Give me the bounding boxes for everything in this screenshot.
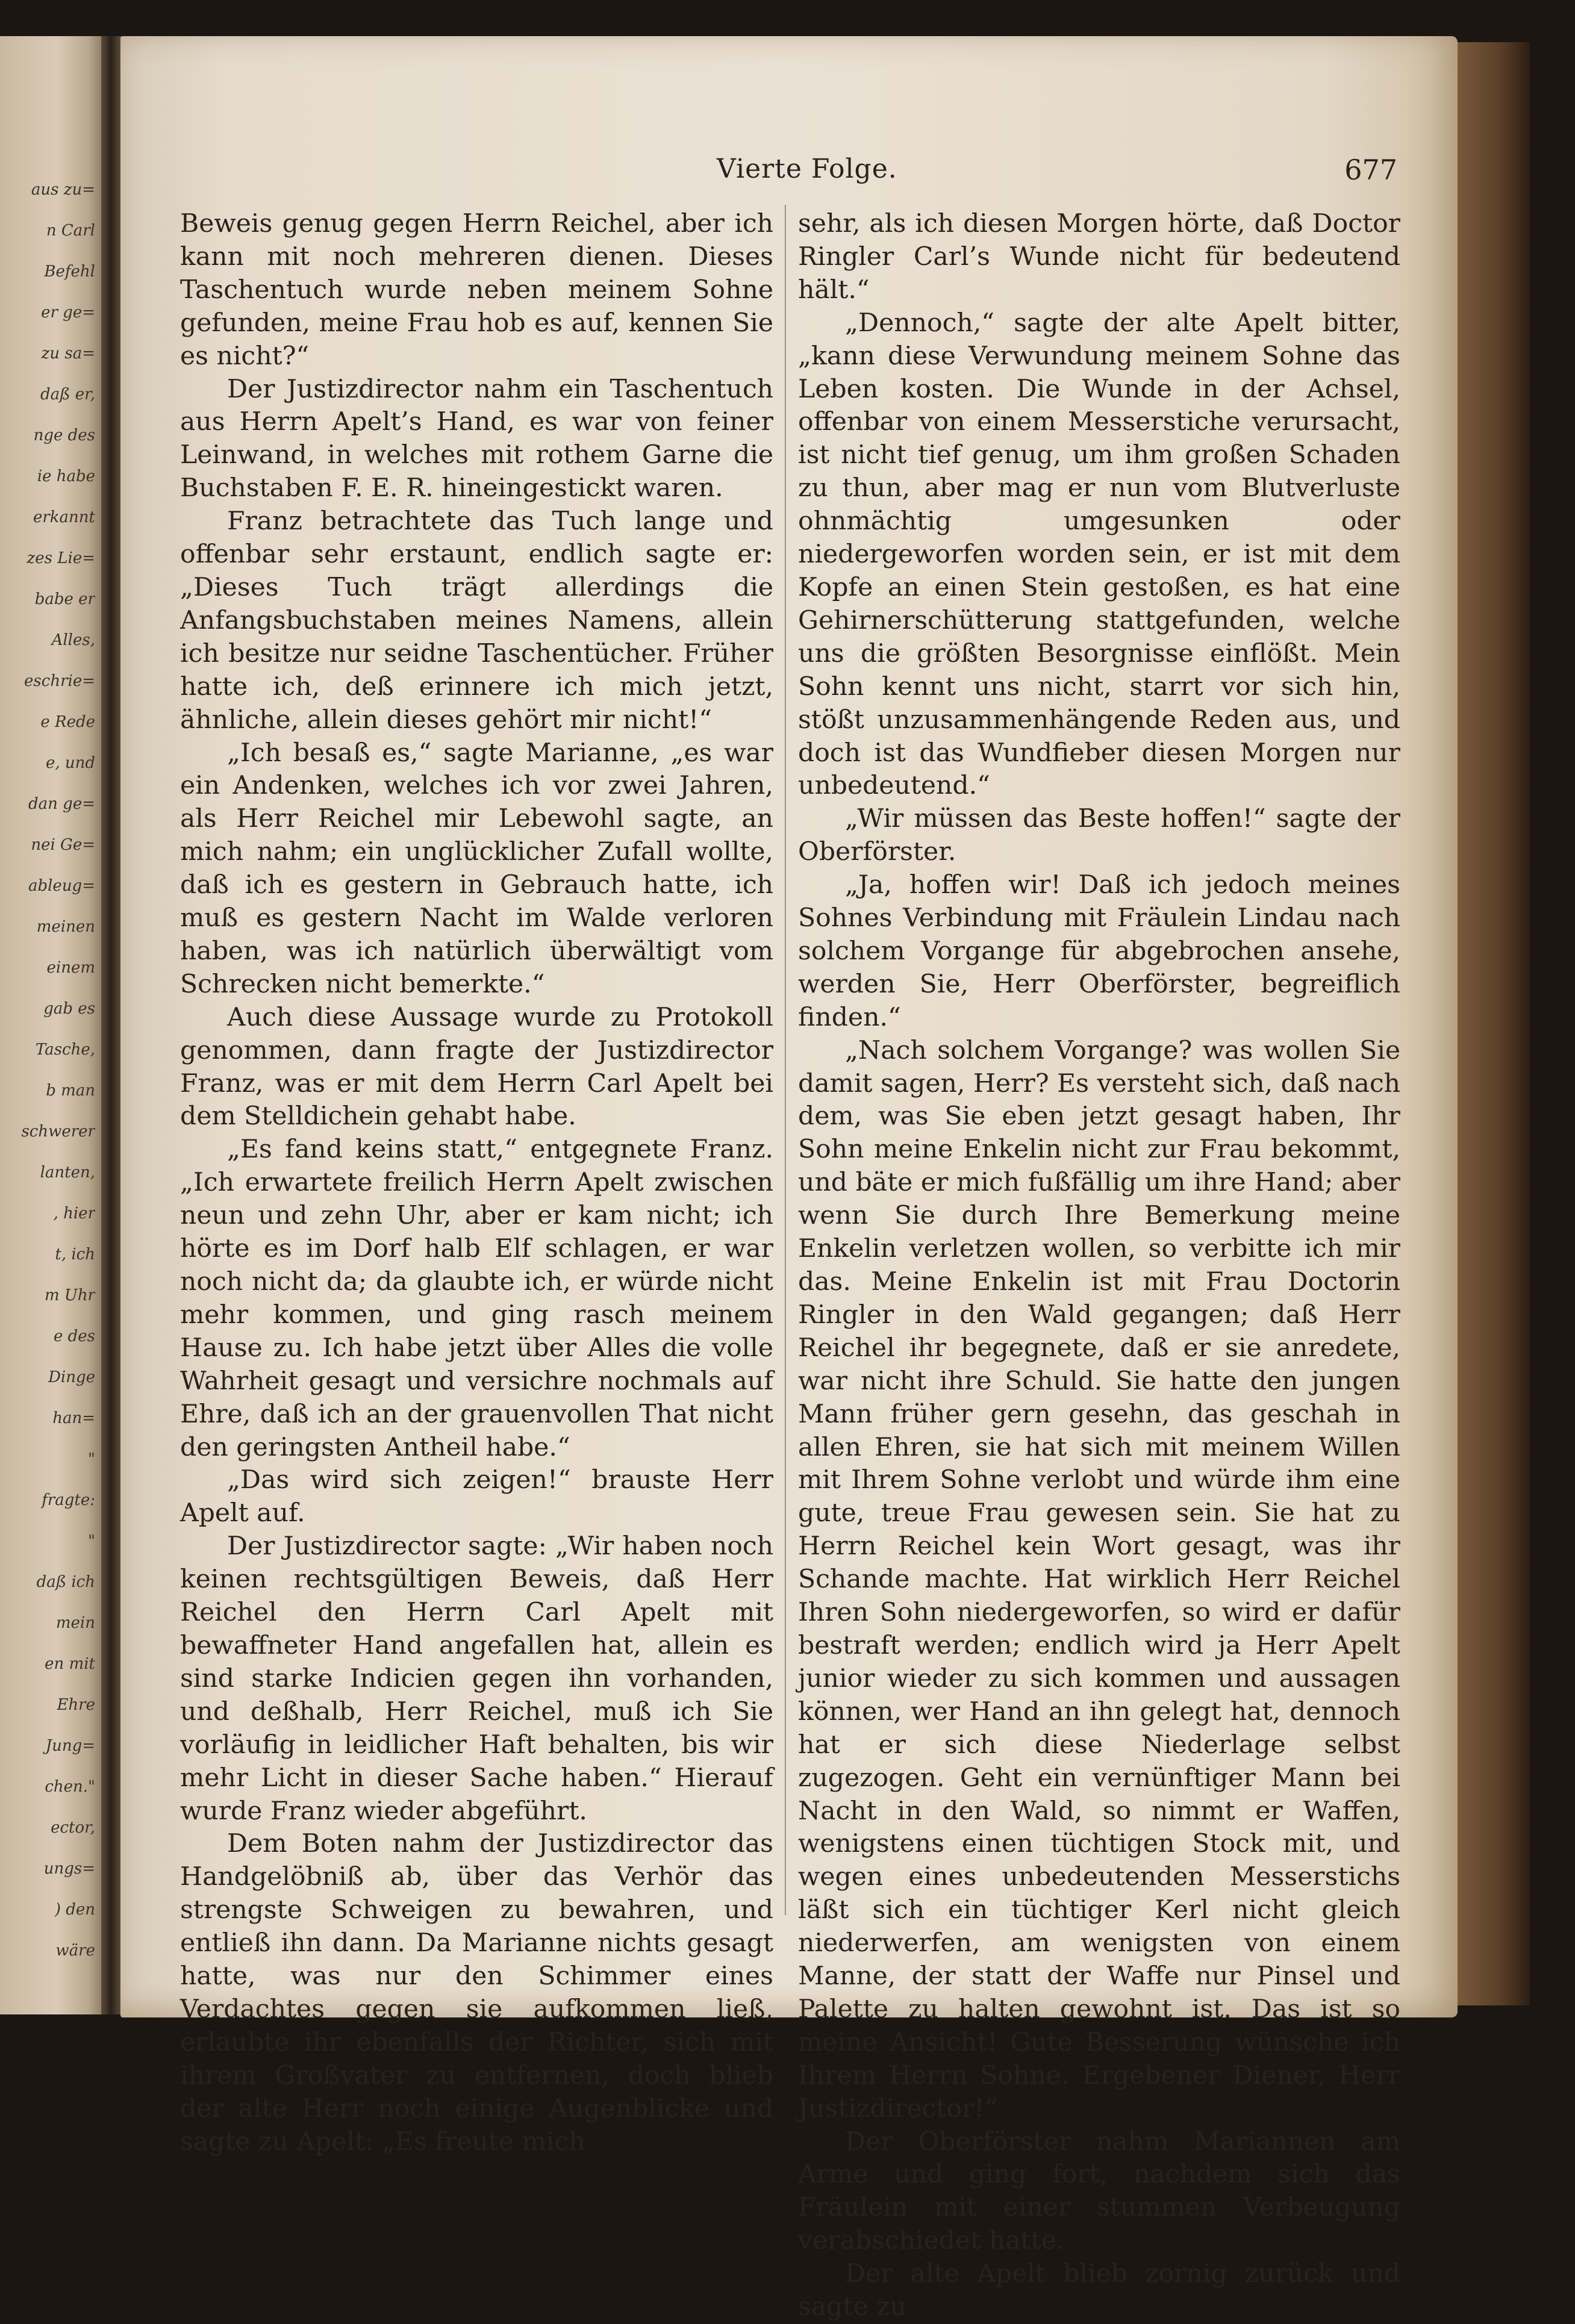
margin-fragment: aus zu= — [31, 181, 95, 199]
previous-page-margin-text — [0, 36, 104, 2014]
paragraph: Beweis genug gegen Herrn Reichel, aber ich kann mit noch mehreren dienen. Dieses Taschentuch wurde neben meinem Sohne gefunden, meine Frau hob es auf, kennen Sie es nicht?“ — [180, 209, 773, 371]
margin-fragment: ie habe — [37, 467, 95, 485]
column-divider — [785, 205, 786, 1915]
margin-fragment: en mit — [45, 1655, 95, 1673]
margin-fragment: e, und — [45, 754, 95, 772]
margin-fragment: b man — [46, 1082, 95, 1100]
paragraph: „Nach solchem Vorgange? was wollen Sie damit sagen, Herr? Es versteht sich, daß nach dem, was Sie eben jetzt gesagt haben, Ihr Sohn meine Enkelin nicht zur Frau bekommt, und bäte er mich fußfällig um ihre Hand; aber wenn Sie durch Ihre Bemerkung meine Enkelin verletzen wollen, so verbitte ich mir das. Meine Enkelin ist mit Frau Doctorin Ringler in den Wald gegangen; daß Herr Reichel ihr begegnete, daß er sie anredete, war nicht ihre Schuld. Sie hatte den jungen Mann früher gern gesehn, das geschah in allen Ehren, sie hat sich mit meinem Willen mit Ihrem Sohne verlobt und würde ihm eine gute, treue Frau gewesen sein. Sie hat zu Herrn Reichel kein Wort gesagt, was ihr Schande machte. Hat wirklich Herr Reichel Ihren Sohn niedergeworfen, so wird er dafür bestraft werden; endlich wird ja Herr Apelt junior wieder zu sich kommen und aussagen können, wer Hand an ihn gelegt hat, dennoch hat er sich diese Niederlage selbst zugezogen. Geht ein vernünftiger Mann bei Nacht in den Wald, so nimmt er Waffen, wenigstens einen tüchtigen Stock mit, und wegen eines unbedeutenden Messerstichs läßt sich ein tüchtiger Kerl nicht gleich niederwerfen, am wenigsten von einem Manne, der statt der Waffe nur Pinsel und Palette zu halten gewohnt ist. Das ist so meine Ansicht! Gute Besserung wünsche ich Ihrem Herrn Sohne. Ergebener Diener, Herr Justizdirector!“ — [798, 1035, 1400, 2123]
paragraph: Franz betrachtete das Tuch lange und offenbar sehr erstaunt, endlich sagte er: „Dieses Tuch trägt allerdings die Anfangsbuchstaben meines Namens, allein ich besitze nur seidne Taschentücher. Früher hatte ich, deß erinnere ich mich jetzt, ähnliche, allein dieses gehört mir nicht!“ — [180, 506, 773, 735]
margin-fragment: daß ich — [36, 1573, 95, 1591]
margin-fragment: gab es — [43, 1000, 95, 1018]
margin-fragment: ) den — [54, 1901, 95, 1919]
paragraph: „Ja, hoffen wir! Daß ich jedoch meines Sohnes Verbindung mit Fräulein Lindau nach solchem Vorgange für abgebrochen ansehe, werden Sie, Herr Oberförster, begreiflich finden.“ — [798, 870, 1400, 1032]
margin-fragment: ungs= — [43, 1860, 95, 1878]
margin-fragment: mein — [55, 1614, 95, 1632]
margin-fragment: " — [88, 1450, 95, 1468]
paragraph: Dem Boten nahm der Justizdirector das Handgelöbniß ab, über das Verhör das strengste Schweigen zu bewahren, und entließ ihn dann. Da Marianne nichts gesagt hatte, was nur den Schimmer eines Verdachtes gegen sie aufkommen ließ, erlaubte ihr ebenfalls der Richter, sich mit ihrem Großvater zu entfernen, doch blieb der alte Herr noch einige Augenblicke und sagte zu Apelt: „Es freute mich — [180, 1829, 773, 2157]
margin-fragment: eschrie= — [24, 672, 95, 690]
margin-fragment: einem — [46, 959, 95, 977]
paragraph: Der Oberförster nahm Mariannen am Arme und ging fort, nachdem sich das Fräulein mit einer stummen Verbeugung verabschiedet hatte. — [798, 2126, 1400, 2256]
margin-fragment: chen." — [45, 1778, 95, 1796]
paragraph: „Es fand keins statt,“ entgegnete Franz. „Ich erwartete freilich Herrn Apelt zwischen neun und zehn Uhr, aber er kam nicht; ich hörte es im Dorf halb Elf schlagen, er war noch nicht da; da glaubte ich, er würde nicht mehr kommen, und ging rasch meinem Hause zu. Ich habe jetzt über Alles die volle Wahrheit gesagt und versichre nochmals auf Ehre, daß ich an der grauenvollen That nicht den geringsten Antheil habe.“ — [180, 1135, 773, 1462]
book-cover-edge — [1458, 42, 1530, 2005]
paragraph: „Ich besaß es,“ sagte Marianne, „es war ein Andenken, welches ich vor zwei Jahren, als Herr Reichel mir Lebewohl sagte, an mich nahm; ein unglücklicher Zufall wollte, daß ich es gestern in Gebrauch hatte, ich muß es gestern Nacht im Walde verloren haben, was ich natürlich überwältigt vom Schrecken nicht bemerkte.“ — [180, 738, 773, 999]
margin-fragment: Tasche, — [35, 1041, 95, 1059]
margin-fragment: Alles, — [51, 631, 95, 649]
paragraph: Auch diese Aussage wurde zu Protokoll genommen, dann fragte der Justizdirector Franz, was er mit dem Herrn Carl Apelt bei dem Stelldichein gehabt habe. — [180, 1002, 773, 1132]
margin-fragment: zes Lie= — [27, 549, 95, 567]
margin-fragment: e des — [53, 1327, 95, 1345]
margin-fragment: han= — [52, 1409, 95, 1427]
margin-fragment: ableug= — [28, 877, 95, 895]
margin-fragment: , hier — [53, 1204, 95, 1223]
margin-fragment: zu sa= — [41, 344, 95, 363]
text-column-right — [798, 208, 1400, 2324]
margin-fragment: fragte: — [42, 1491, 95, 1509]
margin-fragment: t, ich — [55, 1245, 95, 1263]
margin-fragment: e Rede — [40, 713, 95, 731]
margin-fragment: schwerer — [21, 1123, 95, 1141]
margin-fragment: meinen — [36, 918, 95, 936]
margin-fragment: n Carl — [46, 222, 95, 240]
margin-fragment: er ge= — [41, 304, 95, 322]
margin-fragment: wäre — [55, 1942, 95, 1960]
text-column-left — [180, 208, 773, 2158]
margin-fragment: daß er, — [40, 385, 95, 403]
previous-page-strip — [0, 36, 104, 2014]
paragraph: Der alte Apelt blieb zornig zurück und sagte zu — [798, 2259, 1400, 2322]
paragraph: „Dennoch,“ sagte der alte Apelt bitter, „kann diese Verwundung meinem Sohne das Leben kosten. Die Wunde in der Achsel, offenbar von einem Messerstiche verursacht, ist nicht tief genug, um ihm großen Schaden zu thun, aber mag er nun vom Blutverluste ohnmächtig umgesunken oder niedergeworfen worden sein, er ist mit dem Kopfe an einen Stein gestoßen, es hat eine Gehirnerschütterung stattgefunden, welche uns die größten Besorgnisse einflößt. Mein Sohn kennt uns nicht, starrt vor sich hin, stößt unzusammenhängende Reden aus, und doch ist das Wundfieber diesen Morgen nur unbedeutend.“ — [798, 308, 1400, 801]
paragraph: Der Justizdirector sagte: „Wir haben noch keinen rechtsgültigen Beweis, daß Herr Reichel den Herrn Carl Apelt mit bewaffneter Hand angefallen hat, allein es sind starke Indicien gegen ihn vorhanden, und deßhalb, Herr Reichel, muß ich Sie vorläufig in leidlicher Haft behalten, bis wir mehr Licht in dieser Sache haben.“ Hierauf wurde Franz wieder abgeführt. — [180, 1531, 773, 1826]
margin-fragment: nge des — [33, 426, 95, 444]
paragraph: „Wir müssen das Beste hoffen!“ sagte der Oberförster. — [798, 804, 1400, 867]
paragraph: Der Justizdirector nahm ein Taschentuch aus Herrn Apelt’s Hand, es war von feiner Leinwand, in welches mit rothem Garne die Buchstaben F. E. R. hineingestickt waren. — [180, 374, 773, 503]
paragraph: sehr, als ich diesen Morgen hörte, daß Doctor Ringler Carl’s Wunde nicht für bedeutend hält.“ — [798, 209, 1400, 305]
margin-fragment: ector, — [51, 1819, 95, 1837]
margin-fragment: Dinge — [48, 1368, 95, 1386]
margin-fragment: dan ge= — [28, 795, 95, 813]
margin-fragment: nei Ge= — [31, 836, 95, 854]
margin-fragment: Ehre — [57, 1696, 95, 1714]
page-number: 677 — [1344, 154, 1397, 186]
margin-fragment: Befehl — [44, 263, 95, 281]
margin-fragment: lanten, — [40, 1164, 95, 1182]
paragraph: „Das wird sich zeigen!“ brauste Herr Apelt auf. — [180, 1465, 773, 1528]
margin-fragment: Jung= — [45, 1737, 95, 1755]
margin-fragment: m Uhr — [44, 1286, 95, 1304]
margin-fragment: " — [88, 1532, 95, 1550]
margin-fragment: babe er — [34, 590, 95, 608]
margin-fragment: erkannt — [33, 508, 95, 526]
running-head — [717, 154, 1397, 196]
running-title: Vierte Folge. — [717, 154, 897, 184]
